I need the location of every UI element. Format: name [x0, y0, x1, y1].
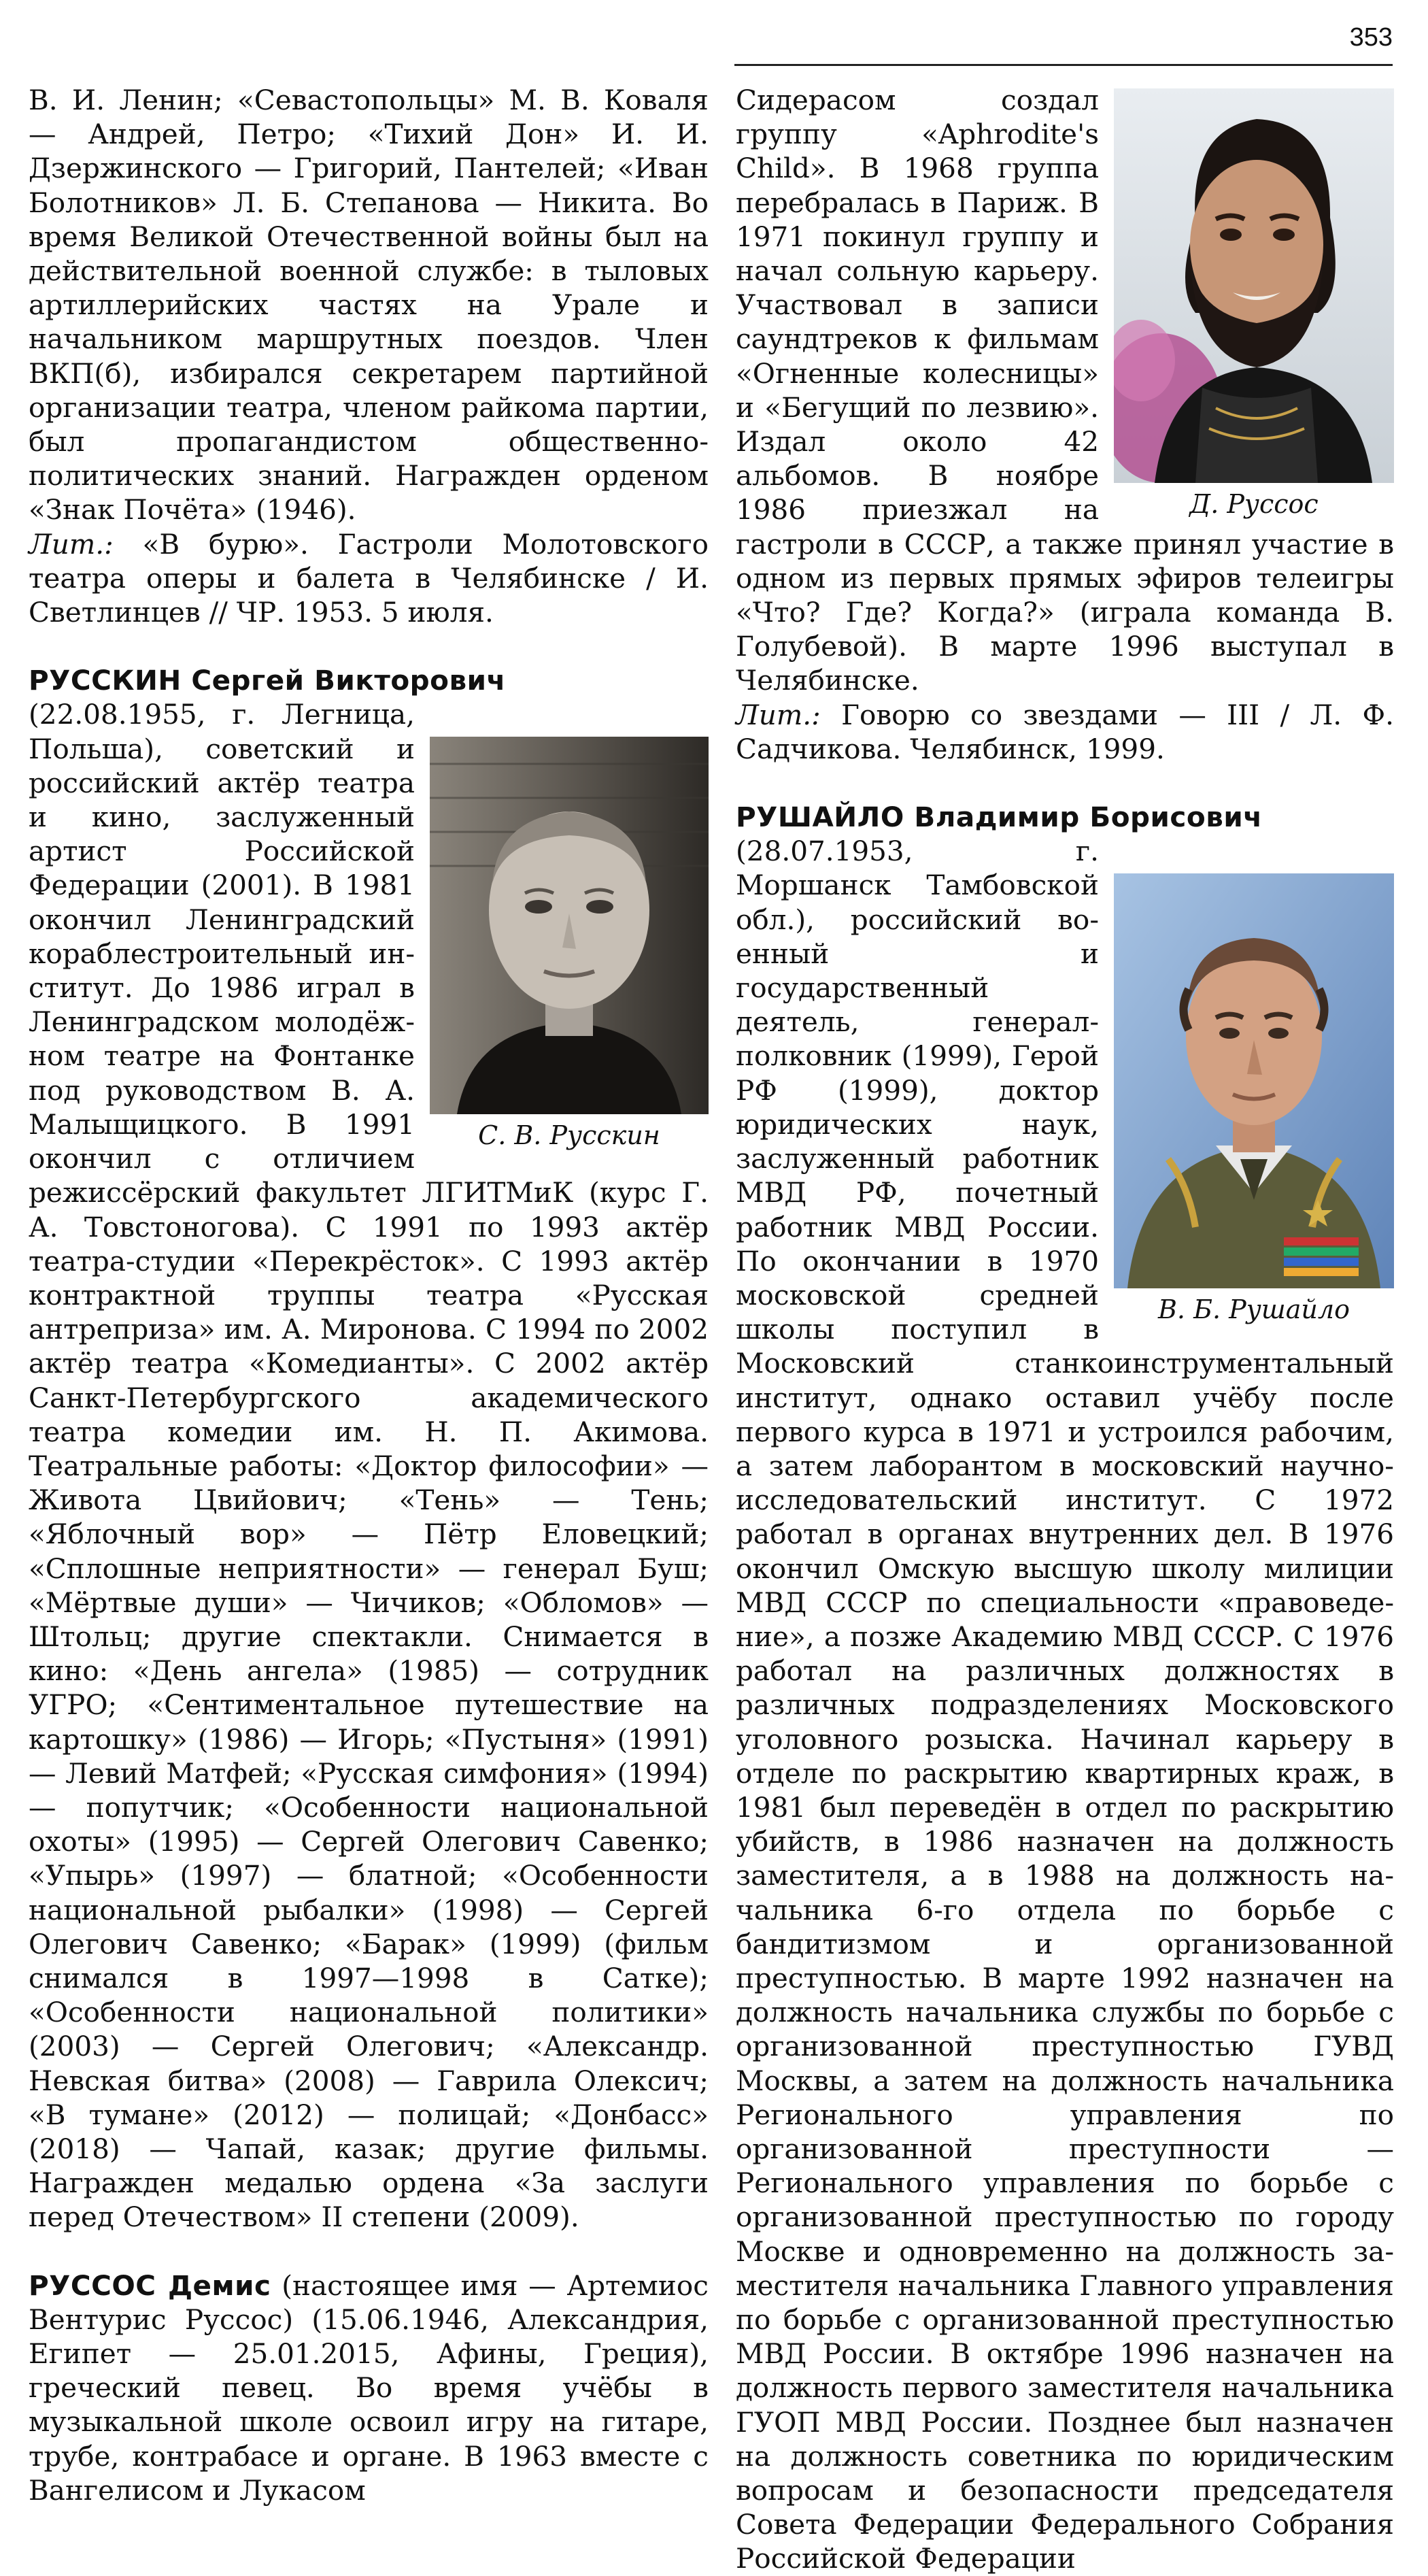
- entry-roussos-continuation: Сидерасом создал группу «Aphrodite's Child». В 1968 группа перебралась в Париж. В 1971 покинул группу и начал сольную карьеру. Участвовал в записи саундтреков к фильмам «Огненные колесницы» и «Бегущий по лезвию». Издал около 42 альбомов. В ноябре 1986 приезжал на гастроли в СССР, а также принял участие в одном из первых прямых эфиров телеигры «Что? Где? Когда?» (играла команда В. Голубевой). В марте 1996 выступал в Челябинске. Лит.: Говорю со звездами — III / Л. Ф. Садчикова. Челябинск, 1999.: [736, 84, 1394, 765]
- page-number: 353: [1349, 23, 1393, 52]
- caption-russkin: С. В. Русскин: [478, 1120, 660, 1151]
- left-column: [29, 83, 709, 2507]
- headword-roussos: РУССОС Демис: [29, 2269, 271, 2302]
- header-rule: [734, 64, 1393, 66]
- entry-roussos: [29, 2269, 709, 2507]
- figure-russkin: [430, 737, 709, 1152]
- literature-label-roussos: Лит.:: [736, 698, 821, 731]
- entry-russkin: [29, 663, 709, 697]
- caption-rushailo: В. Б. Рушайло: [1158, 1294, 1350, 1325]
- literature-label: Лит.:: [29, 527, 114, 561]
- figure-roussos: [1114, 88, 1394, 521]
- entry-text-rushailo: (28.07.1953, г. Моршанск Тамбовской обл.), российский военный и государственный деятель, генерал-полковник (1999), Герой РФ (1999), доктор юридических наук, заслуженный работник МВД РФ, почетный работник МВД России. По окончании в 1970 московской средней школы поступил в Московский станкоинструментальный институт, однако оставил учёбу после первого курса в 1971 и устроился рабочим, а затем лаборантом в московский научно-исследовательский институт. С 1972 работал в органах внутренних дел. В 1976 окончил Омскую высшую школу милиции МВД СССР по специальности «правоведение», а позже Академию МВД СССР. С 1976 работал на различных должностях в различных подразделениях Московского уголовного розыска. Начинал карьеру в отделе по раскрытию квартирных краж, в 1981 был переведён в отдел по раскрытию убийств, в 1986 назначен на должность заместителя, а в 1988 на должность начальника 6-го отдела по борьбе с бандитизмом и организованной преступностью. В марте 1992 назначен на должность начальника службы по борьбе с организованной преступностью ГУВД Москвы, а затем на должность начальника Регионального управления по организованной преступности — Регионального управления по борьбе с организованной преступностью по городу Москве и одновременно на должность заместителя начальника Главного управления по борьбе с организованной преступностью МВД России. В октябре 1996 назначен на должность первого заместителя начальника ГУОП МВД России. Позднее был назначен на должность советника по юридическим вопросам и безопасности председателя Совета Федерации Федерального Собрания Российской Федерации: [736, 835, 1394, 2575]
- literature-ref-roussos: Говорю со звездами — III / Л. Ф. Садчикова. Челябинск, 1999.: [736, 698, 1394, 765]
- figure-rushailo: [1114, 873, 1394, 1326]
- entry-text-russkin: (22.08.1955, г. Легница, Польша), советский и российский актёр театра и кино, заслуженный артист Российской Федерации (2001). В 1981 окончил Ленинградский кораблестроительный институт. До 1986 играл в Ленинградском молодёжном театре на Фонтанке под руководством В. А. Малыщицкого. В 1991 окончил с отличием режиссёрский факультет ЛГИТМиК (курс Г. А. Товстоногова). С 1991 по 1993 актёр театра-студии «Перекрёсток». С 1993 актёр контрактной труппы театра «Русская антреприза» им. А. Миронова. С 1994 по 2002 актёр театра «Комедианты». С 2002 актёр Санкт-Петербургского академического театра комедии им. Н. П. Акимова. Театральные работы: «Доктор философии» — Живота Цвийович; «Тень» — Тень; «Яблочный вор» — Пётр Еловецкий; «Сплошные неприятности» — генерал Буш; «Мёртвые души» — Чичиков; «Обломов» — Штольц; другие спектакли. Снимается в кино: «День ангела» (1985) — сотрудник УГРО; «Сентиментальное путешествие на картошку» (1986) — Игорь; «Пустыня» (1991) — Левий Матфей; «Русская симфония» (1994) — попутчик; «Особенности национальной охоты» (1995) — Сергей Олегович Савенко; «Упырь» (1997) — блатной; «Особенности национальной рыбалки» (1998) — Сергей Олегович Савенко; «Барак» (1999) (фильм снимался в 1997—1998 в Сатке); «Особенности национальной политики» (2003) — Сергей Олегович; «Александр. Невская битва» (2008) — Гаврила Олексич; «В тумане» (2012) — полицай; «Донбасс» (2018) — Чапай, казак; другие фильмы. Награжден медалью ордена «За заслуги перед Отечеством» II степени (2009).: [29, 698, 709, 2234]
- headword-rushailo: РУШАЙЛО Владимир Борисович: [736, 801, 1263, 834]
- entry-rushailo: [736, 800, 1394, 834]
- portrait-photo-rushailo: [1114, 873, 1394, 1288]
- entry-text-roussos: (настоящее имя — Артемиос Вентурис Руссос) (15.06.1946, Александрия, Египет — 25.01.2015, Афины, Греция), греческий певец. Во время учёбы в музыкальной школе освоил игру на гитаре, трубе, контрабасе и органе. В 1963 вместе с Вангелисом и Лукасом: [29, 2269, 709, 2507]
- right-column: [736, 83, 1394, 2576]
- headword-russkin: РУССКИН Сергей Викторович: [29, 664, 506, 697]
- portrait-photo-russkin: [430, 737, 709, 1114]
- article-continuation: В. И. Ленин; «Севастопольцы» М. В. Коваля — Андрей, Петро; «Тихий Дон» И. И. Дзержинского — Григорий, Пантелей; «Иван Болотников» Л. Б. Степанова — Никита. Во время Великой Отечественной войны был на действительной военной службе: в тыловых артиллерийских частях на Урале и начальником маршрутных поездов. Член ВКП(б), избирался секретарем партийной организации театра, членом райкома партии, был пропагандистом общественно-политических знаний. Награжден орденом «Знак Почёта» (1946). Лит.: «В бурю». Гастроли Молотовского театра оперы и балета в Челябинске / И. Светлинцев // ЧР. 1953. 5 июля.: [29, 84, 709, 629]
- literature-ref: «В бурю». Гастроли Молотовского театра оперы и балета в Челябинске / И. Светлинцев // ЧР. 1953. 5 июля.: [29, 527, 709, 629]
- caption-roussos: Д. Руссос: [1189, 489, 1319, 519]
- portrait-photo-roussos: [1114, 88, 1394, 483]
